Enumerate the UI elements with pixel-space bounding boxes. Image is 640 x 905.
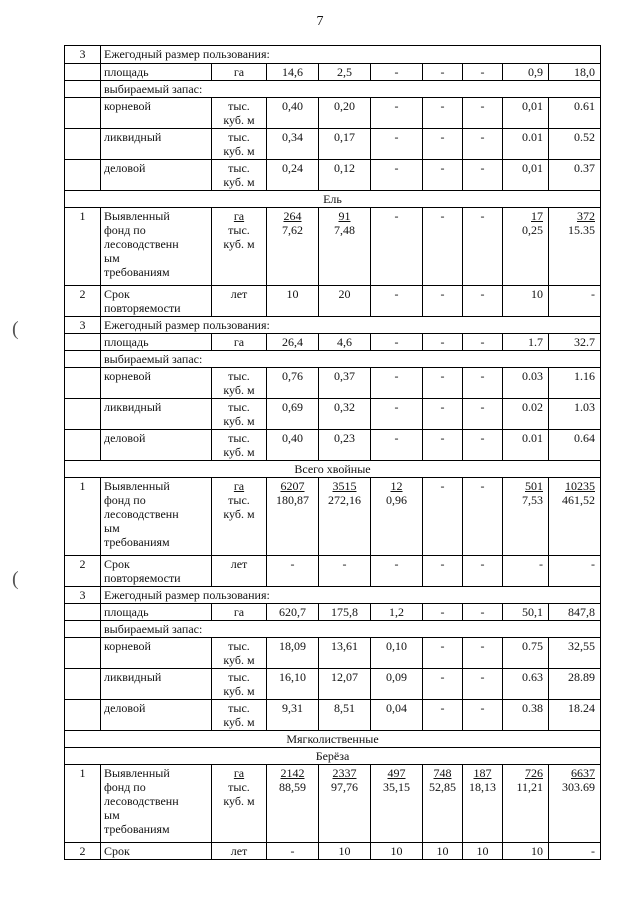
unit-cell: га <box>212 334 267 351</box>
value-cell: 0.03 <box>503 368 549 399</box>
value-cell: - <box>503 556 549 587</box>
value-cell: 14,6 <box>267 64 319 81</box>
row-label: Выявленный фонд по лесоводственн ым требованиям <box>101 478 212 556</box>
value-cell <box>423 208 463 286</box>
value-cell: 0.02 <box>503 399 549 430</box>
table-row <box>65 700 601 731</box>
value-area: - <box>440 479 445 493</box>
value-cell: 9,31 <box>267 700 319 731</box>
unit-cell: тыс. куб. м <box>212 700 267 731</box>
value-cell <box>319 765 371 843</box>
row-number <box>65 98 101 129</box>
table-row <box>65 587 601 604</box>
value-cell: 0,37 <box>319 368 371 399</box>
value-cell <box>549 208 601 286</box>
value-cell: - <box>267 843 319 860</box>
row-label: Ежегодный размер пользования: <box>101 587 601 604</box>
value-cell: 0.63 <box>503 669 549 700</box>
forest-use-table <box>64 45 601 860</box>
row-number <box>65 700 101 731</box>
value-area: 6207 <box>280 479 305 493</box>
table-row <box>65 129 601 160</box>
value-cell: - <box>371 286 423 317</box>
unit-cell: тыс. куб. м <box>212 430 267 461</box>
row-label: Выявленный фонд по лесоводственн ым требованиям <box>101 208 212 286</box>
value-cell: 0,01 <box>503 98 549 129</box>
value-cell: 0.75 <box>503 638 549 669</box>
value-cell: 1.03 <box>549 399 601 430</box>
value-cell <box>463 765 503 843</box>
value-area: 91 <box>338 209 351 223</box>
value-volume: 0,25 <box>522 223 543 237</box>
value-cell: 1,2 <box>371 604 423 621</box>
value-cell <box>371 765 423 843</box>
value-cell: - <box>423 286 463 317</box>
row-number <box>65 430 101 461</box>
value-cell: - <box>463 604 503 621</box>
value-cell: - <box>423 604 463 621</box>
value-cell: 8,51 <box>319 700 371 731</box>
value-area: 3515 <box>332 479 357 493</box>
section-row <box>65 461 601 478</box>
value-cell: - <box>549 843 601 860</box>
value-cell: - <box>463 700 503 731</box>
value-cell: - <box>371 129 423 160</box>
value-cell: 0,34 <box>267 129 319 160</box>
value-cell: 0,9 <box>503 64 549 81</box>
value-cell <box>503 478 549 556</box>
value-cell: - <box>463 399 503 430</box>
table-row <box>65 160 601 191</box>
value-cell: - <box>423 700 463 731</box>
value-cell: 0,40 <box>267 430 319 461</box>
unit-cell <box>212 478 267 556</box>
value-cell <box>423 765 463 843</box>
row-number: 2 <box>65 556 101 587</box>
value-cell: 0,24 <box>267 160 319 191</box>
table-row <box>65 64 601 81</box>
row-number <box>65 81 101 98</box>
value-cell: 847,8 <box>549 604 601 621</box>
value-cell: 10 <box>423 843 463 860</box>
row-number <box>65 64 101 81</box>
row-label: Срок <box>101 843 212 860</box>
value-volume: 272,16 <box>328 493 361 507</box>
unit-cell: лет <box>212 556 267 587</box>
unit-cell: тыс. куб. м <box>212 160 267 191</box>
table-row <box>65 351 601 368</box>
section-row <box>65 748 601 765</box>
row-number: 1 <box>65 478 101 556</box>
value-cell: 18,09 <box>267 638 319 669</box>
value-cell: 1.16 <box>549 368 601 399</box>
unit-volume: тыс. куб. м <box>223 780 255 808</box>
unit-cell: тыс. куб. м <box>212 98 267 129</box>
value-volume: 35,15 <box>383 780 410 794</box>
unit-cell <box>212 208 267 286</box>
row-label: выбираемый запас: <box>101 351 601 368</box>
value-cell: 32.7 <box>549 334 601 351</box>
value-area: 6637 <box>571 766 595 780</box>
value-cell: - <box>463 430 503 461</box>
value-cell: 10 <box>503 286 549 317</box>
value-cell: 0,17 <box>319 129 371 160</box>
value-cell: - <box>463 334 503 351</box>
value-cell: - <box>463 129 503 160</box>
table-row <box>65 399 601 430</box>
table-row <box>65 81 601 98</box>
value-cell: 0.01 <box>503 129 549 160</box>
value-volume: 303.69 <box>562 780 595 794</box>
value-cell: - <box>463 98 503 129</box>
row-number: 3 <box>65 317 101 334</box>
value-cell: 18.24 <box>549 700 601 731</box>
table-row <box>65 556 601 587</box>
table-row <box>65 368 601 399</box>
value-cell: - <box>371 64 423 81</box>
row-label: площадь <box>101 64 212 81</box>
row-number: 1 <box>65 765 101 843</box>
value-area: 17 <box>531 209 543 223</box>
value-cell: 0,10 <box>371 638 423 669</box>
value-cell: 20 <box>319 286 371 317</box>
row-label: ликвидный <box>101 129 212 160</box>
row-label: Выявленный фонд по лесоводственн ым требованиям <box>101 765 212 843</box>
value-cell: 0,23 <box>319 430 371 461</box>
unit-cell: тыс. куб. м <box>212 399 267 430</box>
row-label: Ежегодный размер пользования: <box>101 317 601 334</box>
row-number <box>65 604 101 621</box>
value-cell: - <box>423 64 463 81</box>
row-label: деловой <box>101 430 212 461</box>
value-area: 372 <box>577 209 595 223</box>
row-number: 2 <box>65 286 101 317</box>
row-label: Ежегодный размер пользования: <box>101 46 601 64</box>
value-cell: - <box>371 160 423 191</box>
value-cell: - <box>463 64 503 81</box>
value-cell: 28.89 <box>549 669 601 700</box>
table-row <box>65 604 601 621</box>
row-label: корневой <box>101 638 212 669</box>
margin-mark: ( <box>12 568 19 590</box>
value-cell <box>267 478 319 556</box>
value-area: - <box>480 479 485 493</box>
value-cell: - <box>463 669 503 700</box>
section-row <box>65 191 601 208</box>
value-area: 726 <box>525 766 543 780</box>
value-cell: - <box>423 556 463 587</box>
value-cell: - <box>463 286 503 317</box>
row-label: площадь <box>101 604 212 621</box>
table-row <box>65 286 601 317</box>
value-area: 497 <box>387 766 406 780</box>
value-cell <box>267 208 319 286</box>
table-row <box>65 208 601 286</box>
value-cell: 10 <box>319 843 371 860</box>
value-cell: - <box>319 556 371 587</box>
value-cell: 16,10 <box>267 669 319 700</box>
table-row <box>65 638 601 669</box>
value-cell: 0,40 <box>267 98 319 129</box>
row-number <box>65 334 101 351</box>
value-cell: - <box>423 98 463 129</box>
value-cell: 32,55 <box>549 638 601 669</box>
value-area: 187 <box>473 766 492 780</box>
value-cell: 1.7 <box>503 334 549 351</box>
value-cell: 50,1 <box>503 604 549 621</box>
value-cell <box>463 478 503 556</box>
row-number <box>65 351 101 368</box>
value-area: 264 <box>283 209 302 223</box>
value-cell: 0,01 <box>503 160 549 191</box>
section-title: Всего хвойные <box>65 461 601 478</box>
value-cell: 4,6 <box>319 334 371 351</box>
value-cell: - <box>423 160 463 191</box>
value-cell: - <box>423 399 463 430</box>
value-cell: 0,20 <box>319 98 371 129</box>
value-area: 748 <box>433 766 452 780</box>
value-volume: 52,85 <box>429 780 456 794</box>
value-cell <box>371 478 423 556</box>
value-cell: - <box>423 669 463 700</box>
row-number <box>65 638 101 669</box>
table-row <box>65 334 601 351</box>
unit-volume: тыс. куб. м <box>223 493 255 521</box>
value-area: 12 <box>390 479 403 493</box>
value-volume: 97,76 <box>331 780 358 794</box>
value-area: 10235 <box>565 479 595 493</box>
value-cell: - <box>463 160 503 191</box>
table-row <box>65 765 601 843</box>
table-row <box>65 98 601 129</box>
value-cell: - <box>463 556 503 587</box>
value-volume: 7,53 <box>522 493 543 507</box>
value-volume: 0,96 <box>386 493 407 507</box>
value-cell: 10 <box>267 286 319 317</box>
row-number: 2 <box>65 843 101 860</box>
value-cell <box>423 478 463 556</box>
value-volume: 180,87 <box>276 493 309 507</box>
value-volume: 88,59 <box>279 780 306 794</box>
value-cell: 0.38 <box>503 700 549 731</box>
unit-cell: тыс. куб. м <box>212 368 267 399</box>
value-cell: - <box>423 368 463 399</box>
value-cell: 0,69 <box>267 399 319 430</box>
value-cell: 0,04 <box>371 700 423 731</box>
unit-cell: га <box>212 64 267 81</box>
row-label: корневой <box>101 368 212 399</box>
value-volume: 461,52 <box>562 493 595 507</box>
value-cell: 0.01 <box>503 430 549 461</box>
value-cell: - <box>371 98 423 129</box>
row-number: 1 <box>65 208 101 286</box>
value-cell <box>503 208 549 286</box>
value-cell <box>319 478 371 556</box>
value-volume: 15.35 <box>568 223 595 237</box>
value-cell <box>503 765 549 843</box>
table-row <box>65 478 601 556</box>
table-row <box>65 46 601 64</box>
row-number <box>65 669 101 700</box>
margin-mark: ( <box>12 318 19 340</box>
row-label: выбираемый запас: <box>101 81 601 98</box>
value-cell: - <box>371 399 423 430</box>
value-cell: 0,32 <box>319 399 371 430</box>
value-cell: - <box>371 368 423 399</box>
value-area: - <box>440 209 445 223</box>
value-volume: 7,48 <box>334 223 355 237</box>
value-cell: 175,8 <box>319 604 371 621</box>
unit-cell: лет <box>212 286 267 317</box>
table-row <box>65 843 601 860</box>
unit-cell: лет <box>212 843 267 860</box>
value-cell <box>463 208 503 286</box>
unit-area: га <box>233 209 245 223</box>
row-label: деловой <box>101 700 212 731</box>
unit-cell: тыс. куб. м <box>212 129 267 160</box>
row-label: деловой <box>101 160 212 191</box>
value-area: - <box>480 209 485 223</box>
value-area: 501 <box>525 479 543 493</box>
row-number: 3 <box>65 46 101 64</box>
section-row <box>65 731 601 748</box>
row-number <box>65 399 101 430</box>
row-label: ликвидный <box>101 399 212 430</box>
value-area: - <box>394 209 399 223</box>
value-cell: - <box>371 334 423 351</box>
value-cell: - <box>423 638 463 669</box>
unit-cell: га <box>212 604 267 621</box>
unit-volume: тыс. куб. м <box>223 223 255 251</box>
value-cell: 0.52 <box>549 129 601 160</box>
row-label: ликвидный <box>101 669 212 700</box>
value-volume: 11,21 <box>516 780 543 794</box>
row-number <box>65 129 101 160</box>
value-cell: 10 <box>371 843 423 860</box>
value-cell: 0.37 <box>549 160 601 191</box>
unit-cell: тыс. куб. м <box>212 638 267 669</box>
value-cell: 13,61 <box>319 638 371 669</box>
value-cell: - <box>423 430 463 461</box>
value-cell: 10 <box>463 843 503 860</box>
table-row <box>65 669 601 700</box>
row-label: выбираемый запас: <box>101 621 601 638</box>
value-cell: 620,7 <box>267 604 319 621</box>
value-cell: - <box>549 556 601 587</box>
row-label: Срок повторяемости <box>101 286 212 317</box>
value-cell: - <box>371 556 423 587</box>
value-cell: 0,76 <box>267 368 319 399</box>
row-number <box>65 160 101 191</box>
value-area: 2337 <box>332 766 357 780</box>
value-cell: - <box>549 286 601 317</box>
value-cell: - <box>463 368 503 399</box>
value-cell: - <box>423 334 463 351</box>
row-number: 3 <box>65 587 101 604</box>
row-number <box>65 368 101 399</box>
value-cell: 0.64 <box>549 430 601 461</box>
value-cell <box>319 208 371 286</box>
section-title: Ель <box>65 191 601 208</box>
value-cell: - <box>423 129 463 160</box>
table-row <box>65 621 601 638</box>
value-cell <box>267 765 319 843</box>
value-cell <box>549 478 601 556</box>
value-cell: - <box>371 430 423 461</box>
value-cell: 26,4 <box>267 334 319 351</box>
unit-area: га <box>233 479 245 493</box>
row-number <box>65 621 101 638</box>
row-label: корневой <box>101 98 212 129</box>
row-label: Срок повторяемости <box>101 556 212 587</box>
value-cell: 2,5 <box>319 64 371 81</box>
value-cell <box>549 765 601 843</box>
value-cell: 10 <box>503 843 549 860</box>
value-volume: 18,13 <box>469 780 496 794</box>
table-row <box>65 430 601 461</box>
value-cell: - <box>267 556 319 587</box>
value-volume: 7,62 <box>282 223 303 237</box>
unit-cell <box>212 765 267 843</box>
value-cell: 0,09 <box>371 669 423 700</box>
value-cell: 18,0 <box>549 64 601 81</box>
value-cell: 0.61 <box>549 98 601 129</box>
section-title: Мягколиственные <box>65 731 601 748</box>
row-label: площадь <box>101 334 212 351</box>
value-cell: 0,12 <box>319 160 371 191</box>
unit-area: га <box>233 766 245 780</box>
value-area: 2142 <box>280 766 305 780</box>
unit-cell: тыс. куб. м <box>212 669 267 700</box>
page-number: 7 <box>316 14 324 29</box>
value-cell: 12,07 <box>319 669 371 700</box>
table-row <box>65 317 601 334</box>
value-cell <box>371 208 423 286</box>
section-title: Берёза <box>65 748 601 765</box>
value-cell: - <box>463 638 503 669</box>
